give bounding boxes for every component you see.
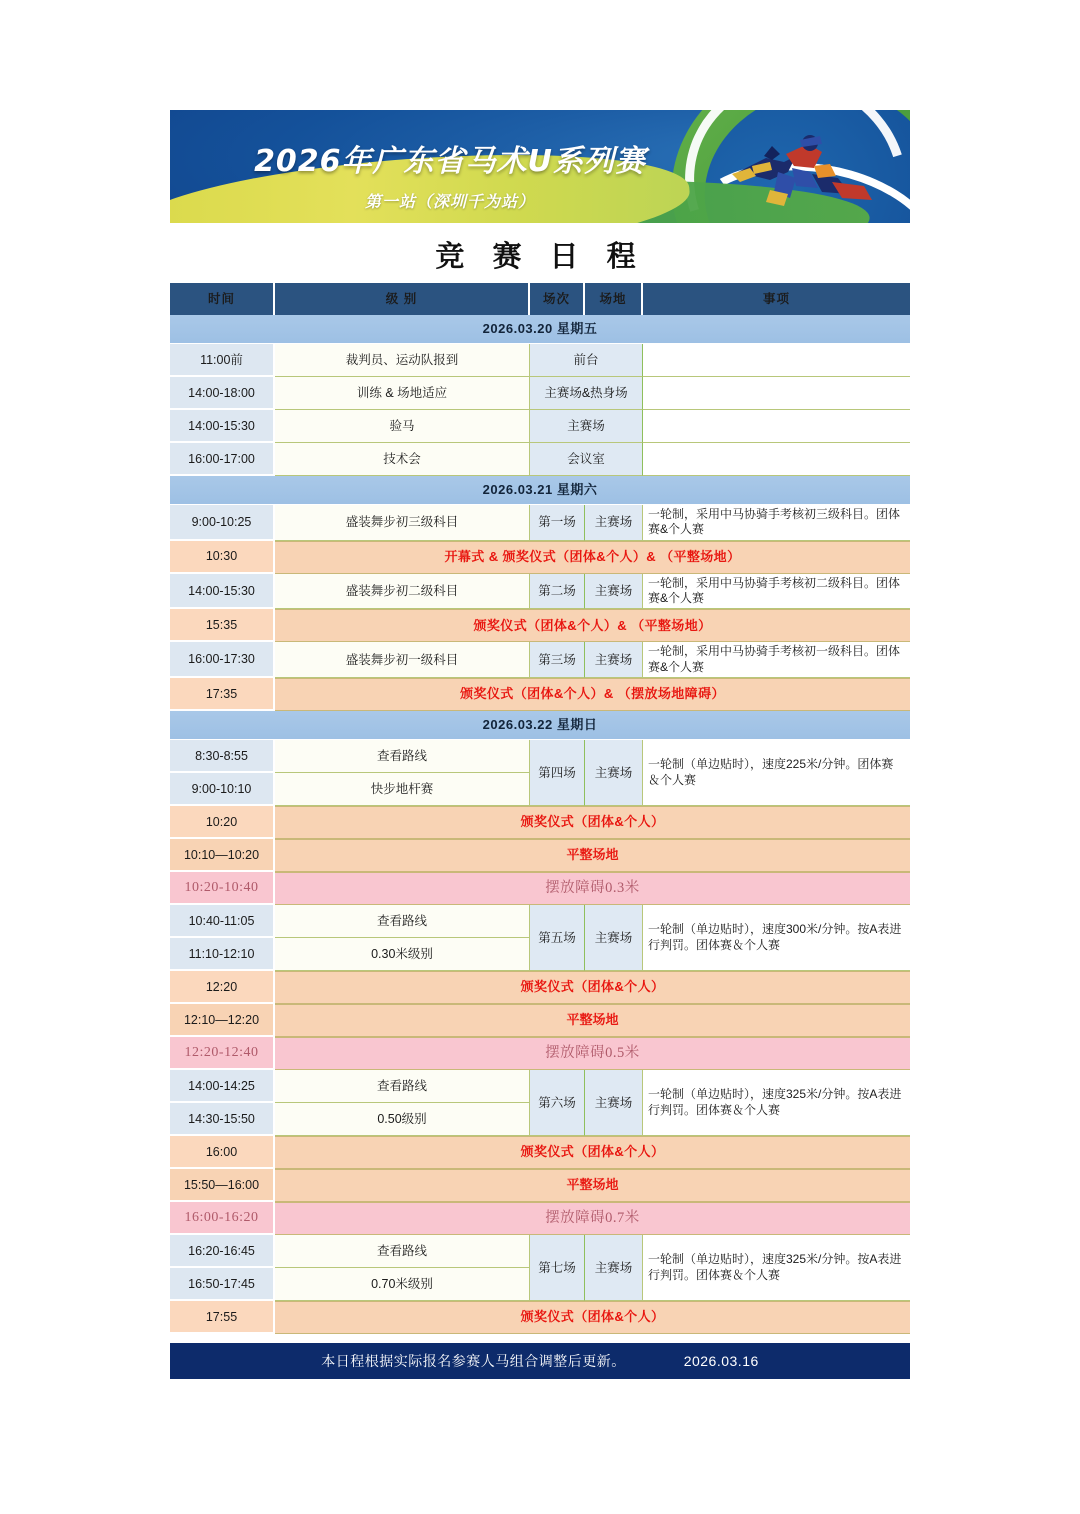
cell-ceremony-text: 颁奖仪式（团体&个人）	[275, 971, 910, 1004]
header-row	[170, 283, 910, 315]
cell-note	[643, 344, 910, 377]
date-header-row	[170, 711, 910, 740]
cell-time: 10:40-11:05	[170, 905, 275, 938]
date-header-row	[170, 476, 910, 505]
cell-time: 17:55	[170, 1301, 275, 1334]
column-header-level: 级 别	[275, 283, 530, 315]
cell-note	[643, 443, 910, 476]
table-body	[170, 315, 910, 1334]
cell-level: 训练 & 场地适应	[275, 377, 530, 410]
cell-time: 14:00-14:25	[170, 1070, 275, 1103]
cell-round: 第七场	[530, 1235, 585, 1301]
cell-time: 15:35	[170, 609, 275, 642]
cell-note: 一轮制（单边贴时），速度325米/分钟。按A表进行判罚。团体赛＆个人赛	[643, 1070, 910, 1136]
cell-time: 16:00-17:30	[170, 642, 275, 678]
cell-venue: 主赛场	[585, 642, 643, 678]
cell-venue: 主赛场	[585, 574, 643, 610]
cell-note: 一轮制（单边贴时），速度300米/分钟。按A表进行判罚。团体赛＆个人赛	[643, 905, 910, 971]
table-row	[170, 505, 910, 541]
ceremony-row	[170, 971, 910, 1004]
column-header-note: 事项	[643, 283, 910, 315]
cell-note	[643, 410, 910, 443]
cell-level: 快步地杆赛	[275, 773, 530, 806]
cell-ceremony-text: 颁奖仪式（团体&个人）	[275, 806, 910, 839]
column-header-time: 时间	[170, 283, 275, 315]
footer-note: 本日程根据实际报名参赛人马组合调整后更新。	[321, 1353, 626, 1369]
ceremony-row	[170, 1136, 910, 1169]
date-label: 2026.03.22 星期日	[170, 711, 910, 740]
table-row	[170, 377, 910, 410]
table-row	[170, 1070, 910, 1103]
table-row	[170, 344, 910, 377]
cell-note: 一轮制（单边贴时），速度225米/分钟。团体赛＆个人赛	[643, 740, 910, 806]
cell-ceremony-text: 颁奖仪式（团体&个人）	[275, 1136, 910, 1169]
footer-bar	[170, 1343, 910, 1379]
cell-round-venue: 主赛场&热身场	[530, 377, 643, 410]
cell-round-venue: 主赛场	[530, 410, 643, 443]
cell-time: 16:00	[170, 1136, 275, 1169]
cell-time: 14:00-15:30	[170, 410, 275, 443]
obstacle-row	[170, 1202, 910, 1235]
leveling-row	[170, 839, 910, 872]
cell-time: 14:00-15:30	[170, 574, 275, 610]
ceremony-row	[170, 541, 910, 574]
cell-time: 16:00-16:20	[170, 1202, 275, 1235]
cell-round: 第四场	[530, 740, 585, 806]
cell-time: 9:00-10:25	[170, 505, 275, 541]
table-row	[170, 410, 910, 443]
banner-subtitle: 第一站（深圳千为站）	[364, 192, 535, 211]
cell-time: 12:20	[170, 971, 275, 1004]
event-banner	[170, 110, 910, 223]
date-label: 2026.03.20 星期五	[170, 315, 910, 344]
horse-rider-icon	[726, 128, 876, 214]
date-header-row	[170, 315, 910, 344]
cell-level: 验马	[275, 410, 530, 443]
cell-level: 技术会	[275, 443, 530, 476]
banner-title: 2026年广东省马术U系列赛	[254, 144, 646, 179]
cell-note	[643, 377, 910, 410]
table-row	[170, 740, 910, 773]
competition-schedule-table	[170, 283, 910, 1334]
obstacle-row	[170, 1037, 910, 1070]
ceremony-row	[170, 806, 910, 839]
cell-time: 12:20-12:40	[170, 1037, 275, 1070]
footer-date: 2026.03.16	[683, 1353, 759, 1369]
cell-venue: 主赛场	[585, 1070, 643, 1136]
cell-round: 第六场	[530, 1070, 585, 1136]
ceremony-row	[170, 678, 910, 711]
cell-leveling-text: 平整场地	[275, 839, 910, 872]
cell-level: 盛装舞步初一级科目	[275, 642, 530, 678]
cell-time: 11:10-12:10	[170, 938, 275, 971]
cell-time: 9:00-10:10	[170, 773, 275, 806]
cell-time: 11:00前	[170, 344, 275, 377]
cell-time: 10:10—10:20	[170, 839, 275, 872]
table-row	[170, 642, 910, 678]
table-row	[170, 443, 910, 476]
cell-venue: 主赛场	[585, 505, 643, 541]
cell-level: 查看路线	[275, 1070, 530, 1103]
date-label: 2026.03.21 星期六	[170, 476, 910, 505]
cell-venue: 主赛场	[585, 1235, 643, 1301]
cell-venue: 主赛场	[585, 905, 643, 971]
cell-round: 第一场	[530, 505, 585, 541]
cell-note: 一轮制，采用中马协骑手考核初二级科目。团体赛&个人赛	[643, 574, 910, 610]
cell-ceremony-text: 颁奖仪式（团体&个人）& （平整场地）	[275, 609, 910, 642]
cell-time: 10:20	[170, 806, 275, 839]
cell-level: 查看路线	[275, 740, 530, 773]
cell-level: 盛装舞步初三级科目	[275, 505, 530, 541]
cell-round: 第三场	[530, 642, 585, 678]
cell-level: 0.30米级别	[275, 938, 530, 971]
table-row	[170, 574, 910, 610]
cell-note: 一轮制（单边贴时），速度325米/分钟。按A表进行判罚。团体赛＆个人赛	[643, 1235, 910, 1301]
column-header-round: 场次	[530, 283, 585, 315]
cell-level: 盛装舞步初二级科目	[275, 574, 530, 610]
ceremony-row	[170, 609, 910, 642]
cell-ceremony-text: 颁奖仪式（团体&个人）	[275, 1301, 910, 1334]
cell-level: 裁判员、运动队报到	[275, 344, 530, 377]
cell-round-venue: 会议室	[530, 443, 643, 476]
cell-round: 第五场	[530, 905, 585, 971]
table-row	[170, 1235, 910, 1268]
page-title: 竞 赛 日 程	[435, 239, 645, 273]
cell-time: 10:20-10:40	[170, 872, 275, 905]
table-row	[170, 905, 910, 938]
cell-leveling-text: 平整场地	[275, 1004, 910, 1037]
cell-level: 0.70米级别	[275, 1268, 530, 1301]
cell-time: 14:00-18:00	[170, 377, 275, 410]
cell-time: 8:30-8:55	[170, 740, 275, 773]
cell-note: 一轮制，采用中马协骑手考核初一级科目。团体赛&个人赛	[643, 642, 910, 678]
cell-time: 16:20-16:45	[170, 1235, 275, 1268]
cell-leveling-text: 平整场地	[275, 1169, 910, 1202]
cell-round-venue: 前台	[530, 344, 643, 377]
cell-round: 第二场	[530, 574, 585, 610]
cell-level: 0.50级别	[275, 1103, 530, 1136]
cell-level: 查看路线	[275, 1235, 530, 1268]
column-header-venue: 场地	[585, 283, 643, 315]
cell-ceremony-text: 开幕式 & 颁奖仪式（团体&个人）& （平整场地）	[275, 541, 910, 574]
cell-venue: 主赛场	[585, 740, 643, 806]
leveling-row	[170, 1004, 910, 1037]
table-header	[170, 283, 910, 315]
cell-obstacle-text: 摆放障碍0.3米	[275, 872, 910, 905]
cell-time: 14:30-15:50	[170, 1103, 275, 1136]
cell-time: 10:30	[170, 541, 275, 574]
cell-obstacle-text: 摆放障碍0.7米	[275, 1202, 910, 1235]
cell-time: 16:50-17:45	[170, 1268, 275, 1301]
cell-level: 查看路线	[275, 905, 530, 938]
cell-note: 一轮制，采用中马协骑手考核初三级科目。团体赛&个人赛	[643, 505, 910, 541]
cell-time: 15:50—16:00	[170, 1169, 275, 1202]
cell-time: 17:35	[170, 678, 275, 711]
cell-time: 12:10—12:20	[170, 1004, 275, 1037]
obstacle-row	[170, 872, 910, 905]
ceremony-row	[170, 1301, 910, 1334]
cell-ceremony-text: 颁奖仪式（团体&个人）& （摆放场地障碍）	[275, 678, 910, 711]
leveling-row	[170, 1169, 910, 1202]
cell-time: 16:00-17:00	[170, 443, 275, 476]
cell-obstacle-text: 摆放障碍0.5米	[275, 1037, 910, 1070]
banner-text-block	[170, 110, 730, 212]
